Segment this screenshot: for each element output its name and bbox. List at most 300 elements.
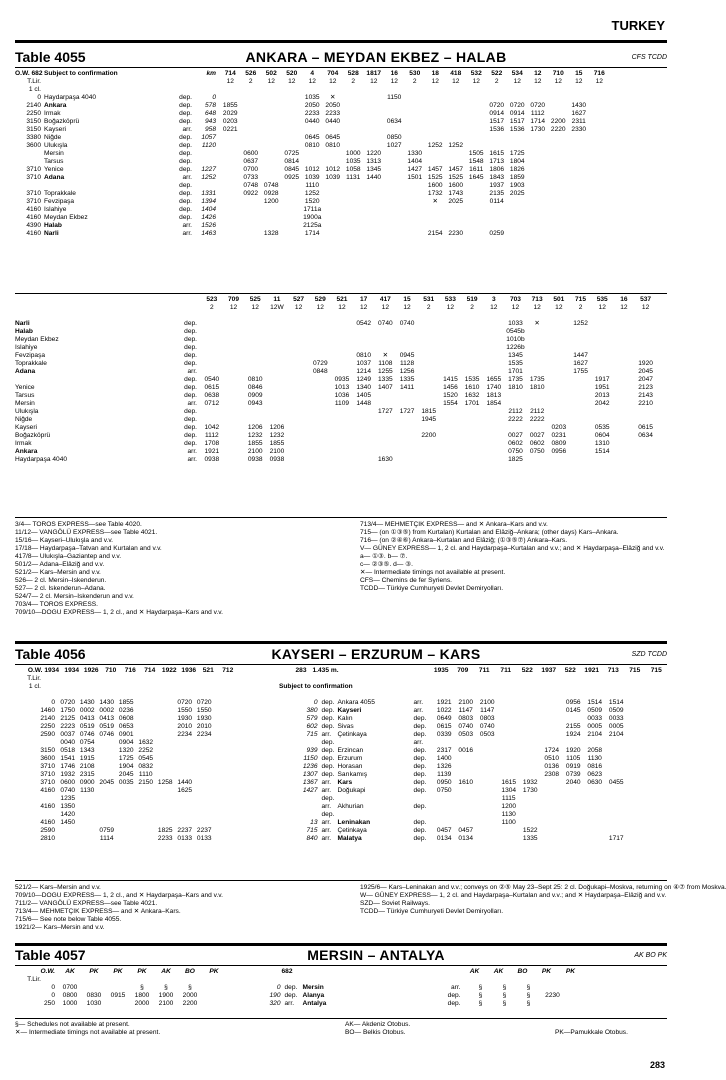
time-cell — [156, 731, 176, 739]
time-cell: 0413 — [79, 715, 95, 722]
notes-right — [360, 521, 680, 593]
time-cell — [364, 230, 385, 238]
time-cell — [97, 755, 117, 763]
time-cell: 1139 — [437, 771, 452, 778]
time-cell — [241, 214, 262, 222]
table-row — [15, 142, 667, 150]
time-cell: 2317 — [436, 747, 452, 754]
km-value — [192, 182, 220, 190]
table-row — [15, 779, 667, 787]
time-cell: 527 — [293, 296, 305, 303]
time-cell — [548, 222, 569, 230]
ow-fare: 0 — [51, 984, 55, 991]
time-cell — [405, 134, 426, 142]
time-cell: 2000 — [134, 1000, 150, 1007]
time-cell: 0748 — [243, 182, 259, 189]
time-cells — [201, 360, 667, 368]
time-cell: 0725 — [284, 150, 300, 157]
time-cell — [309, 448, 331, 456]
time-cell — [498, 747, 520, 755]
time-cell — [309, 336, 331, 344]
time-cell — [520, 771, 542, 779]
time-cell — [613, 408, 635, 416]
time-cell: 0634 — [638, 432, 653, 439]
time-cell — [261, 94, 282, 102]
time-cell — [520, 811, 542, 819]
table-4055-return — [15, 296, 667, 464]
dep-arr: dep. — [184, 344, 197, 351]
spacer — [15, 296, 201, 304]
table-rule — [15, 641, 667, 644]
time-cell — [440, 408, 462, 416]
time-cell — [309, 424, 331, 432]
time-cell: 1804 — [509, 158, 525, 165]
time-cell: 0750 — [529, 448, 545, 455]
time-cell: 0114 — [489, 198, 504, 205]
time-cell: 1320 — [118, 747, 134, 754]
time-cell — [106, 984, 130, 992]
time-cell: 1732 — [427, 190, 443, 197]
time-cell — [136, 835, 156, 843]
time-cell — [483, 424, 505, 432]
time-cell — [440, 352, 462, 360]
time-cell — [282, 190, 303, 198]
time-cell — [569, 206, 590, 214]
time-cell: 17 — [359, 296, 368, 303]
time-cell: 522 — [521, 667, 533, 674]
time-cell — [548, 416, 570, 424]
time-cell — [455, 763, 477, 771]
time-cell — [223, 352, 245, 360]
ow-fare: 3600 — [40, 755, 55, 762]
time-cell: 1859 — [509, 174, 525, 181]
time-cell: 1921 — [436, 699, 452, 706]
time-cell — [613, 360, 635, 368]
time-cell: 0750 — [508, 448, 523, 455]
time-cell: 12 — [229, 304, 238, 311]
table-row — [15, 166, 667, 174]
time-cell: 1627 — [571, 110, 587, 117]
time-cell — [405, 198, 426, 206]
time-cell — [507, 206, 528, 214]
time-cell: 12 — [446, 304, 455, 311]
table-row — [15, 336, 667, 344]
time-cell — [455, 819, 477, 827]
time-cell — [309, 384, 331, 392]
station-label: Adana — [15, 368, 36, 375]
dep-arr: arr. — [321, 779, 332, 786]
time-cell — [466, 190, 487, 198]
time-cell: 1655 — [486, 376, 502, 383]
dep-arr: dep. — [413, 731, 427, 738]
time-cell — [461, 448, 483, 456]
time-cell: 0630 — [587, 779, 603, 786]
time-cell — [156, 803, 176, 811]
time-cell: 1427 — [407, 166, 423, 173]
time-cell: 0037 — [60, 731, 76, 738]
time-cell — [613, 352, 635, 360]
station-label: Erzincan — [337, 747, 364, 754]
time-cell: 1535 — [464, 376, 480, 383]
time-cell — [570, 448, 592, 456]
time-cell: 0945 — [399, 352, 415, 359]
dep-arr: dep. — [179, 150, 192, 157]
time-cell: 0740 — [60, 787, 76, 794]
time-cell — [288, 368, 310, 376]
time-cell: 523 — [206, 296, 218, 303]
time-cells — [220, 150, 667, 158]
time-cells — [62, 667, 279, 675]
time-cell: 1345 — [508, 352, 523, 359]
operator-row — [15, 968, 667, 976]
ow-fare — [15, 182, 44, 190]
time-cell: 716 — [124, 667, 136, 674]
station-label: Islahiye — [15, 344, 38, 351]
time-cell: 2222 — [529, 416, 545, 423]
time-cell: 0203 — [222, 118, 238, 125]
time-cell — [434, 811, 456, 819]
footnote: 11/12— VANGÖLÜ EXPRESS—see Table 4021. — [15, 529, 158, 536]
time-cell: 1037 — [356, 360, 371, 367]
time-cell: 1039 — [325, 174, 341, 181]
time-cell — [570, 336, 592, 344]
time-cell: 2104 — [587, 731, 603, 738]
time-cell: 529 — [314, 296, 326, 303]
km-value: 1236 — [302, 763, 318, 770]
km-value — [292, 795, 322, 803]
time-cell: 1035 — [304, 94, 320, 101]
time-cell — [418, 376, 440, 384]
time-cell — [288, 448, 310, 456]
time-cell — [507, 134, 528, 142]
time-cell: 521 — [202, 667, 214, 674]
time-cell — [446, 110, 467, 118]
time-cell — [282, 198, 303, 206]
time-cell: 1750 — [60, 707, 76, 714]
table-row — [15, 731, 667, 739]
time-cell — [195, 739, 215, 747]
ow-fare: 2590 — [40, 827, 55, 834]
ow-fare: 250 — [43, 1000, 55, 1007]
time-cell: 533 — [444, 296, 456, 303]
time-cell — [548, 174, 569, 182]
ow-fare: 3710 — [26, 198, 41, 205]
cl-label: 1 cl. — [28, 683, 41, 690]
time-cell: 0830 — [86, 992, 102, 999]
time-cell: 12 — [308, 78, 316, 85]
time-cell — [477, 827, 499, 835]
footnote: SZD— Soviet Railways. — [360, 900, 430, 907]
time-cell: 1012 — [325, 166, 341, 173]
time-cell: 0602 — [529, 440, 545, 447]
time-cell — [548, 214, 569, 222]
time-cells — [201, 456, 667, 464]
station-label: Irmak — [44, 110, 61, 117]
time-cell — [241, 206, 262, 214]
time-cell — [434, 803, 456, 811]
time-cell: 0649 — [436, 715, 452, 722]
time-cell: 714 — [144, 667, 156, 674]
time-cell — [156, 787, 176, 795]
time-cell — [466, 126, 487, 134]
time-cell — [418, 320, 440, 328]
dep-arr: arr. — [450, 984, 461, 991]
footnote: 709/10—DOGU EXPRESS— 1, 2 cl., and ✕ Haydarpaşa–Kars and v.v. — [15, 892, 223, 899]
time-cell: 2 — [426, 304, 431, 311]
dep-arr: dep. — [179, 206, 192, 213]
time-cells — [220, 142, 667, 150]
time-cell — [261, 222, 282, 230]
time-cell — [195, 747, 215, 755]
time-cell: 0503 — [458, 731, 474, 738]
time-cell — [241, 102, 262, 110]
dep-arr: dep. — [179, 118, 192, 125]
time-cell — [569, 190, 590, 198]
dep-arr: dep. — [413, 779, 427, 786]
km-value: 1463 — [201, 230, 216, 237]
time-cell — [396, 344, 418, 352]
time-cell — [136, 803, 156, 811]
time-cell — [613, 424, 635, 432]
time-cell — [343, 182, 364, 190]
time-cell — [201, 408, 223, 416]
time-cell — [241, 134, 262, 142]
time-cell: 1335 — [399, 376, 415, 383]
time-cell — [331, 416, 353, 424]
dep-arr: dep. — [184, 392, 197, 399]
time-cells — [463, 968, 668, 976]
time-cell — [520, 699, 542, 707]
time-cell — [266, 416, 288, 424]
time-cell: 1450 — [60, 819, 76, 826]
time-cell: 2045 — [99, 779, 115, 786]
time-cell — [446, 206, 467, 214]
time-cell — [405, 190, 426, 198]
time-cell: 1921 — [584, 667, 600, 674]
time-cell — [606, 803, 628, 811]
time-cell — [175, 771, 195, 779]
station-name — [15, 328, 201, 336]
km-value: 320 — [269, 1000, 281, 1007]
time-cell: 1345 — [366, 166, 382, 173]
time-cell: § — [478, 992, 483, 999]
time-cell — [220, 158, 241, 166]
time-cell: 0145 — [565, 707, 581, 714]
time-cell — [425, 126, 446, 134]
station-label: Irmak — [15, 440, 32, 447]
ow-ref: 682 — [281, 968, 293, 975]
time-cell: 1548 — [468, 158, 484, 165]
time-cells — [201, 448, 667, 456]
dep-arr: arr. — [187, 456, 197, 463]
time-cell — [282, 118, 303, 126]
time-cell — [526, 352, 548, 360]
time-cell — [418, 400, 440, 408]
time-cell: 0339 — [436, 731, 452, 738]
time-cell: 4 — [310, 70, 315, 77]
footnote: 713/4— MEHMETÇIK EXPRESS— and ✕ Ankara–Kars. — [15, 908, 181, 915]
station-label: Fevzipaşa — [15, 352, 46, 359]
time-cell — [606, 763, 628, 771]
table-row — [15, 771, 667, 779]
time-cell — [375, 328, 397, 336]
time-cell — [461, 408, 483, 416]
time-cell — [425, 222, 446, 230]
time-cell — [136, 731, 156, 739]
time-cell — [288, 360, 310, 368]
time-cell: 1030 — [86, 1000, 102, 1007]
table-row — [15, 432, 667, 440]
table-row — [15, 819, 667, 827]
time-cell — [97, 795, 117, 803]
time-cell: 711 — [500, 667, 512, 674]
km-value: 840 — [306, 835, 318, 842]
time-cell — [570, 416, 592, 424]
time-cell — [548, 110, 569, 118]
time-cell: 12 — [226, 78, 234, 85]
time-cell: 0134 — [436, 835, 452, 842]
time-cell — [223, 344, 245, 352]
time-cell — [569, 214, 590, 222]
blank-row — [15, 312, 667, 320]
time-cell — [418, 336, 440, 344]
time-cells — [201, 336, 667, 344]
time-cell: 1252 — [304, 190, 320, 197]
time-cell — [175, 811, 195, 819]
station-label: Doğukapi — [337, 787, 366, 794]
time-cell: 1035 — [345, 158, 361, 165]
time-cells — [434, 771, 668, 779]
time-cell — [434, 795, 456, 803]
time-cell — [455, 771, 477, 779]
km-value: 1426 — [201, 214, 216, 221]
time-cell — [244, 368, 266, 376]
station-label: Boğazköprü — [44, 118, 80, 125]
footnote: 524/7— 2 cl. Mersin–Iskenderun and v.v. — [15, 593, 134, 600]
dep-arr: dep. — [321, 771, 335, 778]
time-cell: 0814 — [284, 158, 300, 165]
dep-arr: arr. — [187, 448, 197, 455]
time-cell: 1632 — [464, 392, 480, 399]
time-cells — [434, 739, 668, 747]
notes-left — [15, 1021, 335, 1037]
km-value — [192, 158, 220, 166]
time-cell — [220, 190, 241, 198]
divider — [15, 880, 667, 881]
time-cell — [156, 771, 176, 779]
time-cell: 2220 — [550, 126, 566, 133]
time-cell — [309, 440, 331, 448]
time-cell: 1930 — [177, 715, 193, 722]
footnote: 703/4— TOROS EXPRESS. — [15, 601, 98, 608]
time-cell — [591, 368, 613, 376]
time-cell: 2143 — [638, 392, 653, 399]
time-cell — [570, 424, 592, 432]
time-cell — [477, 763, 499, 771]
time-cell — [288, 424, 310, 432]
time-cell — [396, 328, 418, 336]
time-cell: 0634 — [386, 118, 402, 125]
time-cell — [591, 352, 613, 360]
time-cell — [498, 699, 520, 707]
station-name — [44, 214, 192, 222]
time-cell — [156, 811, 176, 819]
time-cell — [498, 731, 520, 739]
time-cell: 1536 — [509, 126, 525, 133]
dep-arr: dep. — [179, 110, 192, 117]
time-cell: 713 — [531, 296, 543, 303]
ow-ref: 283 — [295, 667, 307, 674]
time-cell — [613, 448, 635, 456]
time-cell: 12 — [534, 78, 542, 85]
time-cell — [505, 400, 527, 408]
ow-fare: 2140 — [40, 715, 55, 722]
time-cell: 0637 — [243, 158, 259, 165]
time-cell: AK — [469, 968, 480, 975]
time-cell: 12 — [359, 304, 368, 311]
footnote: c— ②③⑤. d— ③. — [360, 561, 413, 568]
time-cell: 1447 — [573, 352, 588, 359]
time-cell: 12 — [511, 304, 520, 311]
time-cell — [136, 699, 156, 707]
time-cell — [136, 811, 156, 819]
time-cell — [136, 819, 156, 827]
time-cell — [526, 400, 548, 408]
table-row — [15, 827, 667, 835]
time-cell — [266, 344, 288, 352]
time-cell — [244, 360, 266, 368]
time-cell — [461, 352, 483, 360]
time-cell: 1725 — [118, 755, 134, 762]
time-cell — [591, 408, 613, 416]
station-label: Ankara — [15, 448, 38, 455]
time-cell — [565, 1000, 589, 1008]
time-cell: 537 — [640, 296, 652, 303]
time-cell: 1746 — [60, 763, 76, 770]
time-cell: 1100 — [501, 819, 516, 826]
time-cell: 0848 — [312, 368, 328, 375]
time-cell: 1252 — [573, 320, 588, 327]
time-cells — [220, 198, 667, 206]
time-cell: 703 — [509, 296, 521, 303]
time-cell — [498, 835, 520, 843]
station-label: Islahiye — [44, 206, 67, 213]
time-cell — [156, 739, 176, 747]
time-cells — [220, 118, 667, 126]
time-cell — [418, 344, 440, 352]
time-cell: AK — [161, 968, 171, 975]
time-cell: 501 — [553, 296, 565, 303]
train-number-row — [15, 667, 667, 675]
time-cell: 1520 — [304, 198, 320, 205]
time-cell: 11 — [273, 296, 281, 303]
time-cell: 2108 — [79, 763, 95, 770]
time-cell — [635, 320, 657, 328]
station-label: Halab — [44, 222, 62, 229]
time-cell: 1405 — [356, 392, 371, 399]
time-cells — [434, 715, 668, 723]
dep-arr: dep. — [321, 755, 335, 762]
time-cell — [288, 432, 310, 440]
time-cell — [477, 811, 499, 819]
subject-note: Subject to confirmation — [44, 70, 118, 77]
table-number: Table 4055 — [15, 49, 86, 65]
time-cell — [440, 328, 462, 336]
dep-arr: dep. — [179, 214, 192, 221]
time-cell — [343, 110, 364, 118]
time-cell: 0720 — [177, 699, 193, 706]
time-cell — [477, 739, 499, 747]
